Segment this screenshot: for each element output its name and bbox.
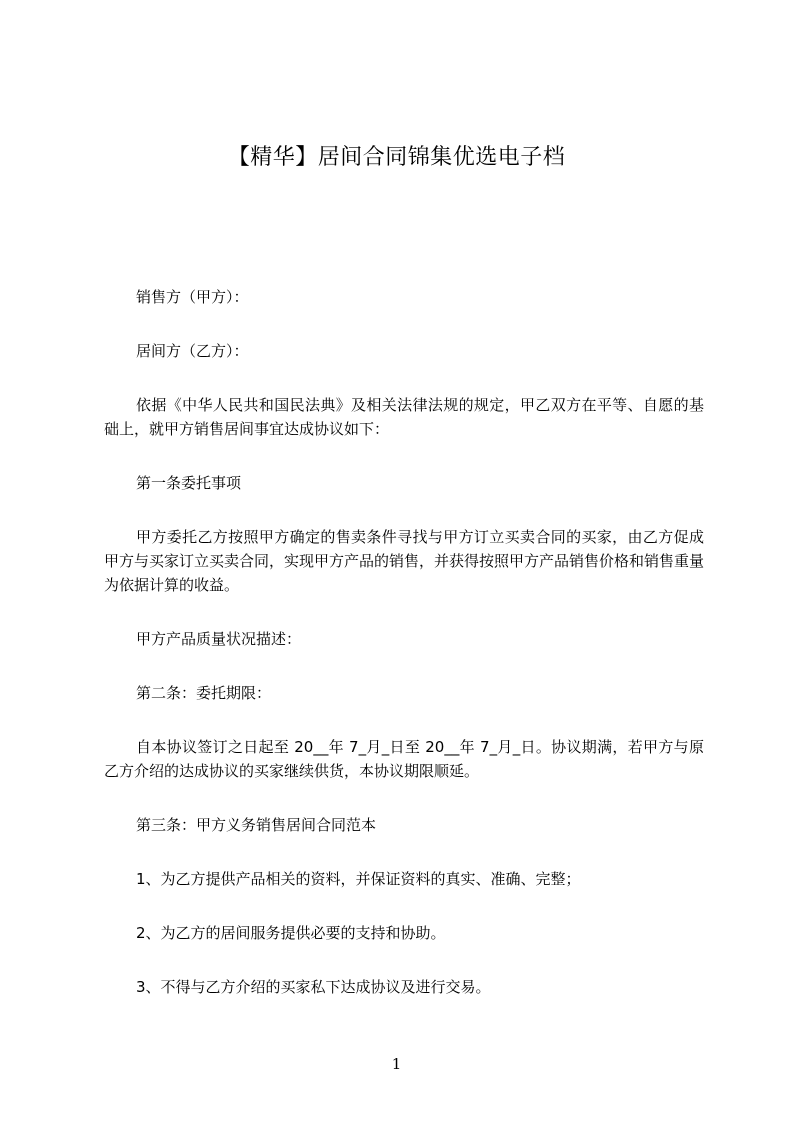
obligation-item-3: 3、不得与乙方介绍的买家私下达成协议及进行交易。 xyxy=(136,978,491,996)
article-2-heading: 第二条：委托期限： xyxy=(136,684,272,702)
party-broker-line: 居间方（乙方）： xyxy=(136,342,249,360)
preamble-paragraph: 依据《中华人民共和国民法典》及相关法律法规的规定，甲乙双方在平等、自愿的基础上，就甲方销售居间事宜达成协议如下： xyxy=(104,396,704,438)
obligation-item-2: 2、为乙方的居间服务提供必要的支持和协助。 xyxy=(136,924,446,942)
article-1-heading: 第一条委托事项 xyxy=(136,474,242,492)
article-2-paragraph: 自本协议签订之日起至 20__年 7_月_日至 20__年 7_月_日。协议期满，若甲方与原乙方介绍的达成协议的买家继续供货，本协议期限顺延。 xyxy=(104,738,704,780)
article-3-heading: 第三条：甲方义务销售居间合同范本 xyxy=(136,816,377,834)
party-seller-line: 销售方（甲方）： xyxy=(136,288,249,306)
document-title: 【精华】居间合同锦集优选电子档 xyxy=(227,145,566,170)
document-body xyxy=(104,285,704,1029)
product-quality-line: 甲方产品质量状况描述： xyxy=(136,630,302,648)
page-number: 1 xyxy=(391,1055,402,1073)
article-1-paragraph: 甲方委托乙方按照甲方确定的售卖条件寻找与甲方订立买卖合同的买家，由乙方促成甲方与买家订立买卖合同，实现甲方产品的销售，并获得按照甲方产品销售价格和销售重量为依据计算的收益。 xyxy=(104,528,705,594)
obligation-item-1: 1、为乙方提供产品相关的资料，并保证资料的真实、准确、完整； xyxy=(136,870,581,888)
